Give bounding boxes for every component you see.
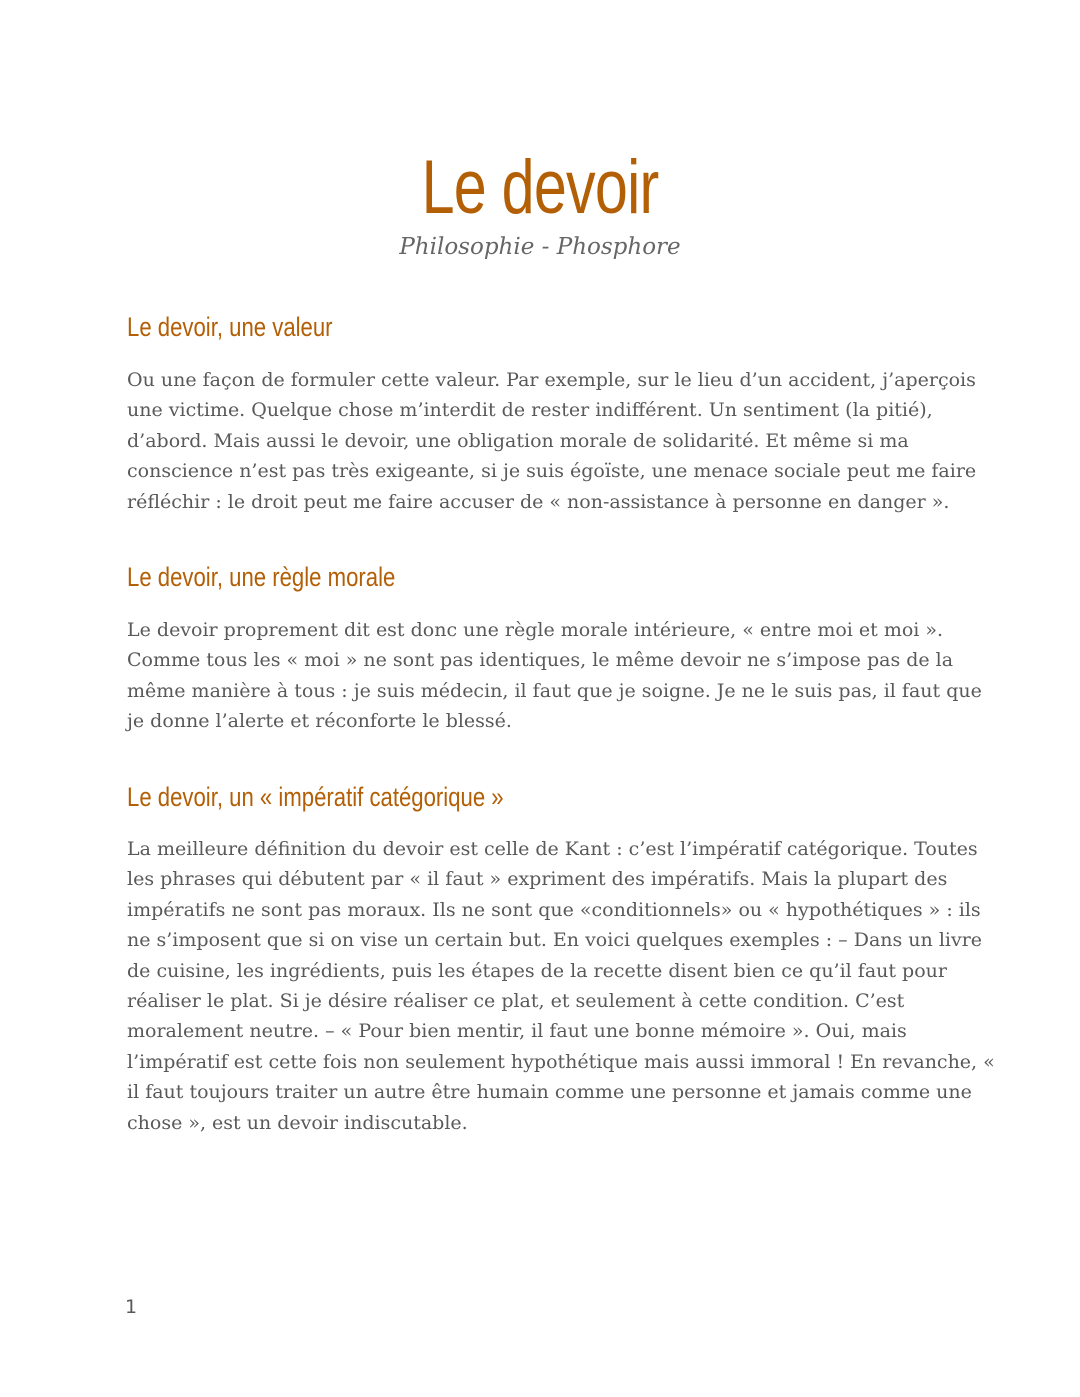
paragraph-line: réaliser le plat. Si je désire réaliser ce plat, et seulement à cette condition. C’est (127, 990, 905, 1013)
paragraph-line: ne s’imposent que si on vise un certain but. En voici quelques exemples : – Dans un livre (127, 929, 983, 952)
section-heading-valeur: Le devoir, une valeur (127, 312, 333, 342)
document-subtitle: Philosophie - Phosphore (399, 234, 681, 260)
section-heading-regle-morale: Le devoir, une règle morale (127, 562, 396, 592)
paragraph-line: d’abord. Mais aussi le devoir, une obligation morale de solidarité. Et même si ma (127, 429, 909, 452)
paragraph-line: Ou une façon de formuler cette valeur. Par exemple, sur le lieu d’un accident, j’aperçois (127, 369, 976, 391)
paragraph-line: La meilleure définition du devoir est celle de Kant : c’est l’impératif catégorique. Toutes (127, 838, 978, 860)
paragraph-line: une victime. Quelque chose m’interdit de rester indifférent. Un sentiment (la pitié), (127, 399, 933, 422)
paragraph-line: réfléchir : le droit peut me faire accuser de « non-assistance à personne en danger ». (127, 490, 950, 513)
paragraph-line: impératifs ne sont pas moraux. Ils ne sont que «conditionnels» ou « hypothétiques » : ils (127, 898, 981, 921)
section-paragraph-regle-morale (127, 615, 982, 737)
section-heading-imperatif-categorique: Le devoir, un « impératif catégorique » (127, 782, 504, 812)
paragraph-line: l’impératif est cette fois non seulement hypothétique mais aussi immoral ! En revanche, « (127, 1050, 995, 1073)
page-number: 1 (125, 1296, 138, 1318)
paragraph-line: Comme tous les « moi » ne sont pas identiques, le même devoir ne s’impose pas de la (127, 649, 954, 672)
paragraph-line: conscience n’est pas très exigeante, si je suis égoïste, une menace sociale peut me faire (127, 460, 977, 483)
section-paragraph-imperatif-categorique (127, 834, 995, 1138)
paragraph-line: Le devoir proprement dit est donc une règle morale intérieure, « entre moi et moi ». (127, 619, 944, 641)
paragraph-line: chose », est un devoir indiscutable. (127, 1111, 468, 1134)
paragraph-line: même manière à tous : je suis médecin, il faut que je soigne. Je ne le suis pas, il faut que (127, 679, 982, 702)
paragraph-line: de cuisine, les ingrédients, puis les étapes de la recette disent bien ce qu’il faut pour (127, 959, 947, 982)
paragraph-line: il faut toujours traiter un autre être humain comme une personne et jamais comme une (127, 1081, 972, 1104)
document-title: Le devoir (421, 145, 659, 230)
section-paragraph-valeur (127, 365, 977, 517)
paragraph-line: je donne l’alerte et réconforte le blessé. (127, 710, 512, 733)
paragraph-line: moralement neutre. – « Pour bien mentir, il faut une bonne mémoire ». Oui, mais (127, 1020, 907, 1043)
paragraph-line: les phrases qui débutent par « il faut » expriment des impératifs. Mais la plupart des (127, 868, 948, 891)
